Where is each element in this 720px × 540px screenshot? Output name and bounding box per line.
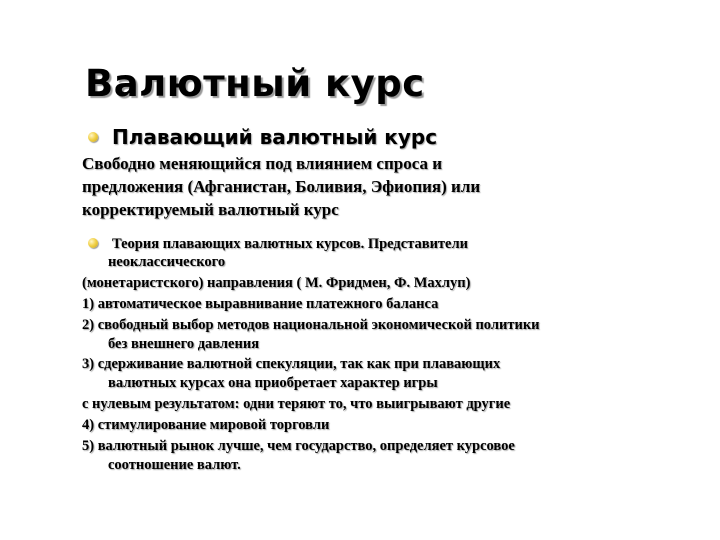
paragraph-line: предложения (Афганистан, Боливия, Эфиопия) или [82,177,481,196]
body-line: 1) автоматическое выравнивание платежного баланса [82,296,439,312]
bullet-theory: Теория плавающих валютных курсов. Представители [112,236,468,252]
body-line: соотношение валют. [108,457,241,473]
paragraph-line: Свободно меняющийся под влиянием спроса и [82,154,443,173]
bullet-floating-rate: Плавающий валютный курс [112,125,438,149]
body-line: 4) стимулирование мировой торговли [82,417,330,433]
body-line: с нулевым результатом: одни теряют то, что выигрывают другие [82,396,511,412]
bullet-dot-icon [88,132,98,142]
slide-title: Валютный курс [85,62,425,105]
body-line: 2) свободный выбор методов национальной экономической политики [82,317,540,333]
paragraph-line: корректируемый валютный курс [82,200,339,219]
body-line: неоклассического [108,254,226,270]
body-line: без внешнего давления [108,336,260,352]
bullet-dot-icon [88,238,98,248]
body-line: 3) сдерживание валютной спекуляции, так как при плавающих [82,356,501,372]
body-line: валютных курсах она приобретает характер игры [108,375,438,391]
body-line: 5) валютный рынок лучше, чем государство, определяет курсовое [82,438,515,454]
body-line: (монетаристского) направления ( М. Фридмен, Ф. Махлуп) [82,275,471,291]
